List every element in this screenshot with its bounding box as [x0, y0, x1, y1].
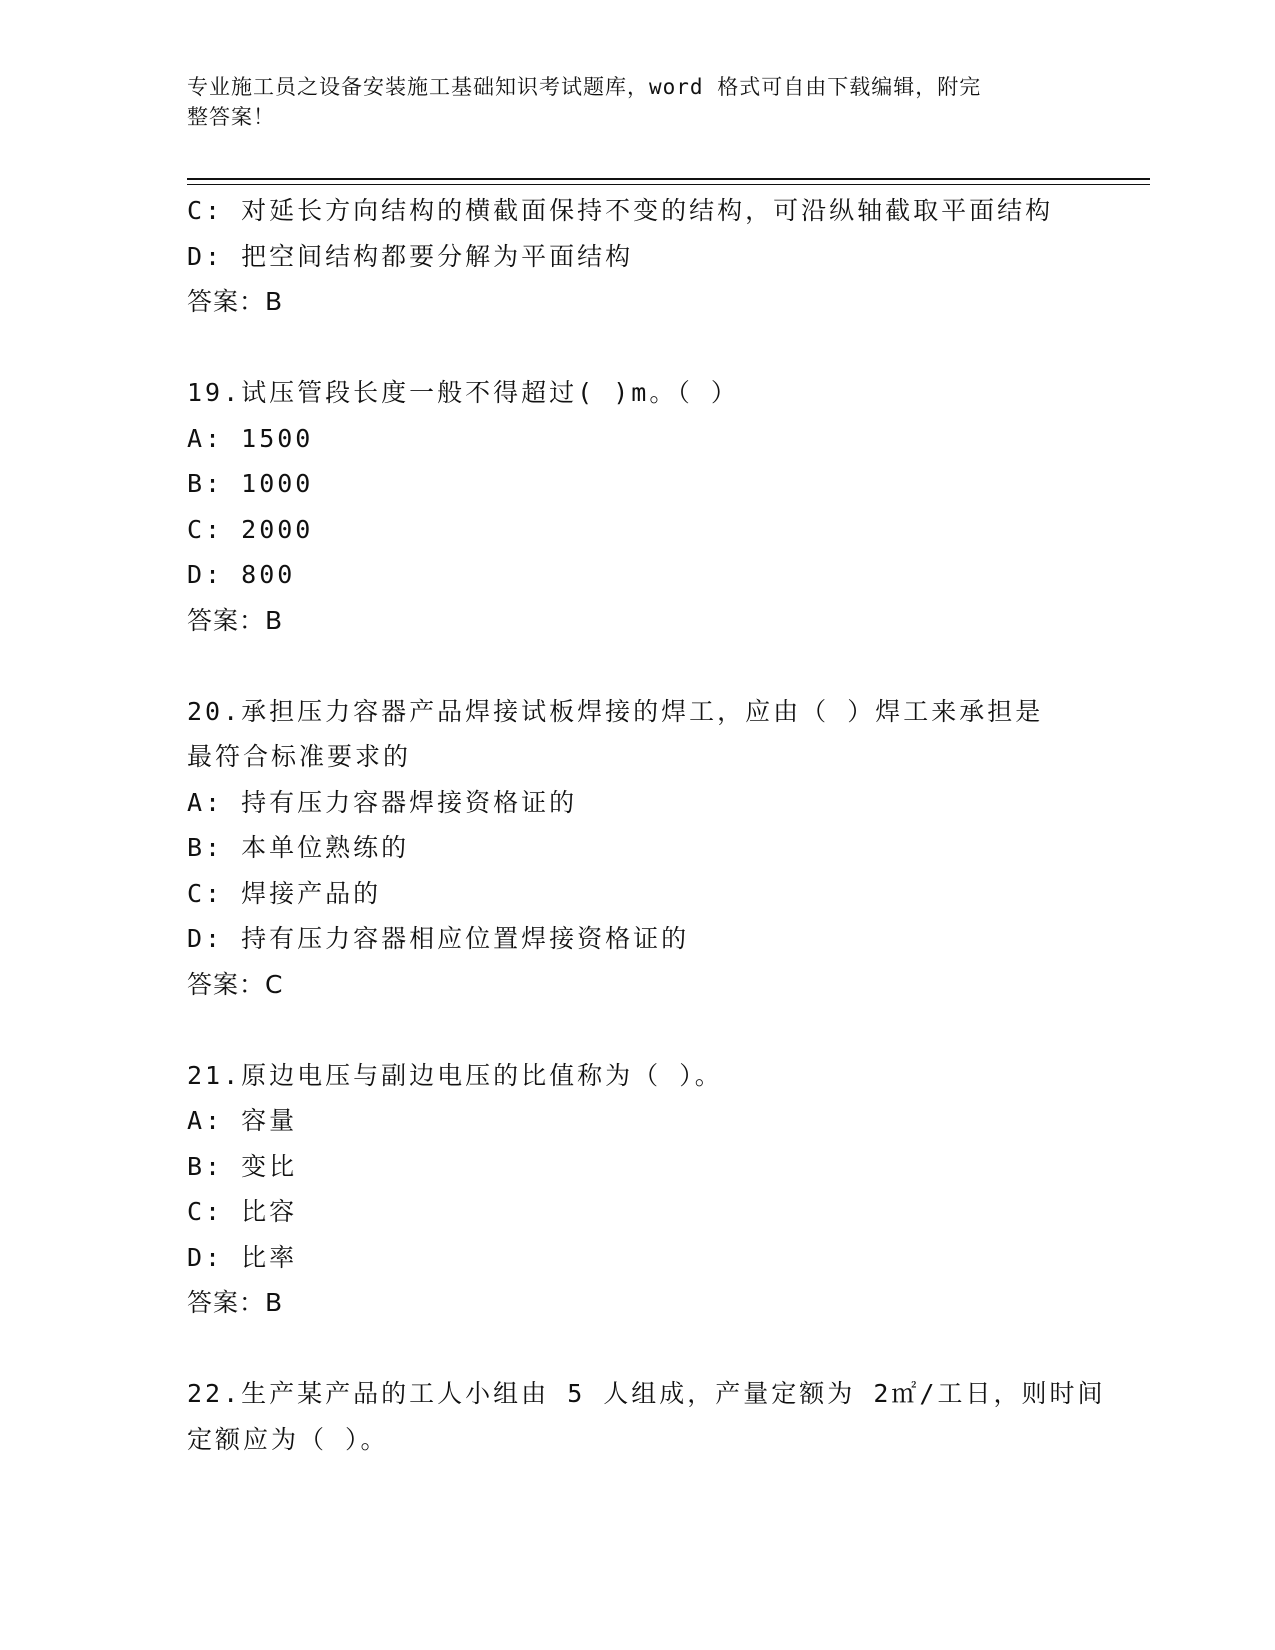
option-a: A: 持有压力容器焊接资格证的	[187, 787, 578, 817]
question-18-tail	[187, 188, 1107, 325]
question-21	[187, 1053, 1107, 1326]
question-list	[187, 188, 1107, 1462]
question-stem: 21.原边电压与副边电压的比值称为（ ）。	[187, 1060, 723, 1090]
option-a: A: 容量	[187, 1106, 298, 1135]
question-20	[187, 689, 1107, 1008]
question-stem-line-2: 最符合标准要求的	[187, 742, 412, 771]
answer-line: 答案：B	[187, 605, 284, 635]
option-c: C: 对延长方向结构的横截面保持不变的结构，可沿纵轴截取平面结构	[187, 196, 1054, 225]
option-d: D: 把空间结构都要分解为平面结构	[187, 241, 634, 271]
answer-line: 答案：C	[187, 969, 284, 999]
option-a: A: 1500	[187, 423, 314, 453]
question-stem-line-1: 20.承担压力容器产品焊接试板焊接的焊工，应由（ ）焊工来承担是	[187, 696, 1044, 726]
option-b: B: 1000	[187, 469, 314, 498]
answer-line: 答案：B	[187, 287, 284, 316]
header-divider-thin	[187, 184, 1150, 185]
question-stem-line-1: 22.生产某产品的工人小组由 5 人组成，产量定额为 2㎡/工日，则时间	[187, 1379, 1106, 1408]
header-line-2: 整答案！	[187, 105, 275, 129]
question-22	[187, 1371, 1107, 1462]
option-c: C: 焊接产品的	[187, 878, 382, 908]
option-b: B: 变比	[187, 1151, 298, 1181]
question-stem-line-2: 定额应为（ ）。	[187, 1424, 389, 1454]
question-19	[187, 370, 1107, 643]
question-stem: 19.试压管段长度一般不得超过( )m。（ ）	[187, 378, 739, 407]
option-b: B: 本单位熟练的	[187, 833, 410, 862]
header-line-1: 专业施工员之设备安装施工基础知识考试题库，word 格式可自由下载编辑，附完	[187, 75, 982, 99]
answer-line: 答案：B	[187, 1288, 284, 1317]
option-c: C: 2000	[187, 514, 314, 544]
option-d: D: 比率	[187, 1242, 298, 1272]
header-divider-thick	[187, 178, 1150, 180]
document-header	[187, 72, 1067, 132]
option-d: D: 持有压力容器相应位置焊接资格证的	[187, 924, 690, 953]
option-c: C: 比容	[187, 1197, 298, 1226]
option-d: D: 800	[187, 560, 296, 589]
